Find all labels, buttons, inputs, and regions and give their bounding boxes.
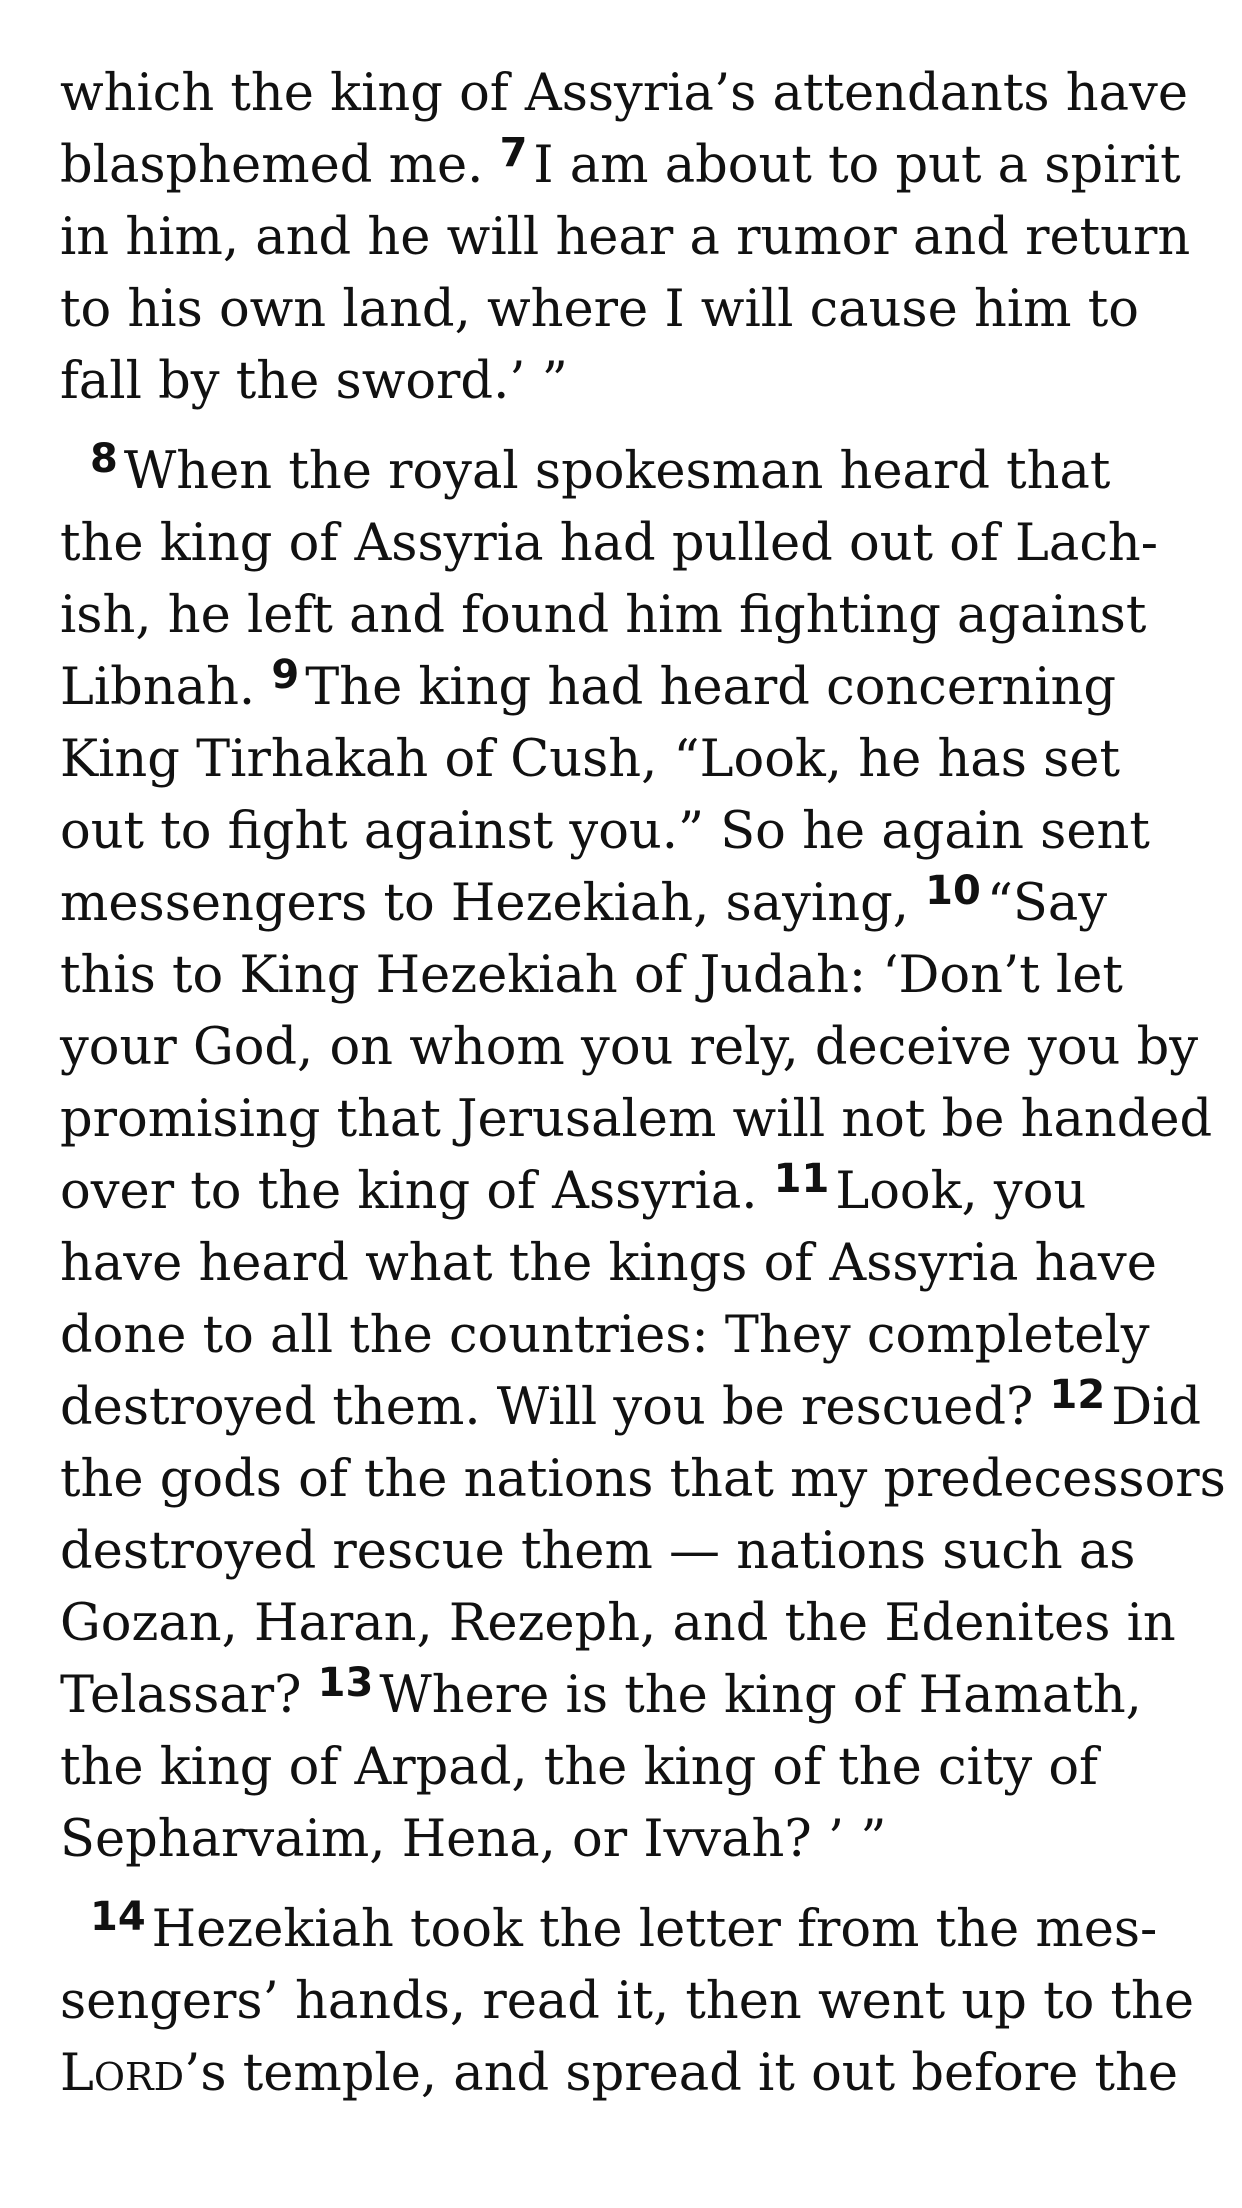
- text-line: King Tirhakah of Cush, “Look, he has set: [60, 730, 1120, 789]
- text-line: sengers’ hands, read it, then went up to the: [60, 1972, 1195, 2031]
- text-line: promising that Jerusalem will not be handed: [60, 1090, 1213, 1149]
- text-line: the king of Arpad, the king of the city of: [60, 1738, 1098, 1797]
- paragraph-gap: [60, 418, 1190, 436]
- text-line: [60, 2038, 1190, 2110]
- line-text: over to the king of Assyria.: [60, 1162, 774, 1221]
- text-line: have heard what the kings of Assyria have: [60, 1234, 1157, 1293]
- verse-number: 10: [925, 868, 981, 914]
- verse-number: 7: [499, 130, 528, 176]
- line-text: ’s temple, and spread it out before the: [184, 2044, 1179, 2103]
- text-line: done to all the countries: They completely: [60, 1306, 1150, 1365]
- text-line: which the king of Assyria’s attendants have: [60, 64, 1189, 123]
- text-line: in him, and he will hear a rumor and return: [60, 208, 1191, 267]
- lord-small-caps-rest: ORD: [93, 2055, 185, 2099]
- text-line: out to fight against you.” So he again sent: [60, 802, 1150, 861]
- text-line: this to King Hezekiah of Judah: ‘Don’t let: [60, 946, 1123, 1005]
- text-line: Sepharvaim, Hena, or Ivvah? ’ ”: [60, 1810, 887, 1869]
- text-line: [60, 868, 1190, 940]
- lord-small-caps-initial: L: [60, 2044, 94, 2103]
- text-line: [60, 1372, 1202, 1444]
- text-line: destroyed rescue them — nations such as: [60, 1522, 1136, 1581]
- line-text: “Say: [986, 874, 1108, 933]
- line-text: I am about to put a spirit: [533, 136, 1181, 195]
- text-line: [60, 130, 1190, 202]
- text-line: your God, on whom you rely, deceive you by: [60, 1018, 1199, 1077]
- text-line: [60, 436, 1190, 508]
- line-text: Did: [1111, 1378, 1202, 1437]
- line-text: Libnah.: [60, 658, 272, 717]
- text-line: Gozan, Haran, Rezeph, and the Edenites in: [60, 1594, 1176, 1653]
- verse-number: 14: [90, 1894, 146, 1940]
- line-text: blasphemed me.: [60, 136, 500, 195]
- text-line: [60, 652, 1190, 724]
- line-text: Where is the king of Hamath,: [379, 1666, 1142, 1725]
- text-line: [60, 1156, 1190, 1228]
- line-text: messengers to Hezekiah, saying,: [60, 874, 926, 933]
- text-line: the gods of the nations that my predecessors: [60, 1450, 1226, 1509]
- line-text: Telassar?: [60, 1666, 318, 1725]
- verse-number: 12: [1049, 1372, 1106, 1418]
- text-line: the king of Assyria had pulled out of Lach-: [60, 514, 1158, 573]
- line-text: When the royal spokesman heard that: [123, 442, 1111, 501]
- verse-number: 11: [773, 1156, 830, 1202]
- line-text: The king had heard concerning: [305, 658, 1117, 717]
- line-text: Look, you: [835, 1162, 1087, 1221]
- verse-number: 9: [271, 652, 300, 698]
- text-line: to his own land, where I will cause him to: [60, 280, 1139, 339]
- line-text: destroyed them. Will you be rescued?: [60, 1378, 1050, 1437]
- paragraph-gap: [60, 1876, 1190, 1894]
- text-line: [60, 1894, 1190, 1966]
- verse-number: 8: [90, 436, 118, 482]
- text-line: ish, he left and found him fighting against: [60, 586, 1147, 645]
- text-line: fall by the sword.’ ”: [60, 352, 568, 411]
- scripture-text: [60, 58, 1226, 2110]
- verse-number: 13: [317, 1660, 374, 1706]
- line-text: Hezekiah took the letter from the mes-: [151, 1900, 1158, 1959]
- text-line: [60, 1660, 1190, 1732]
